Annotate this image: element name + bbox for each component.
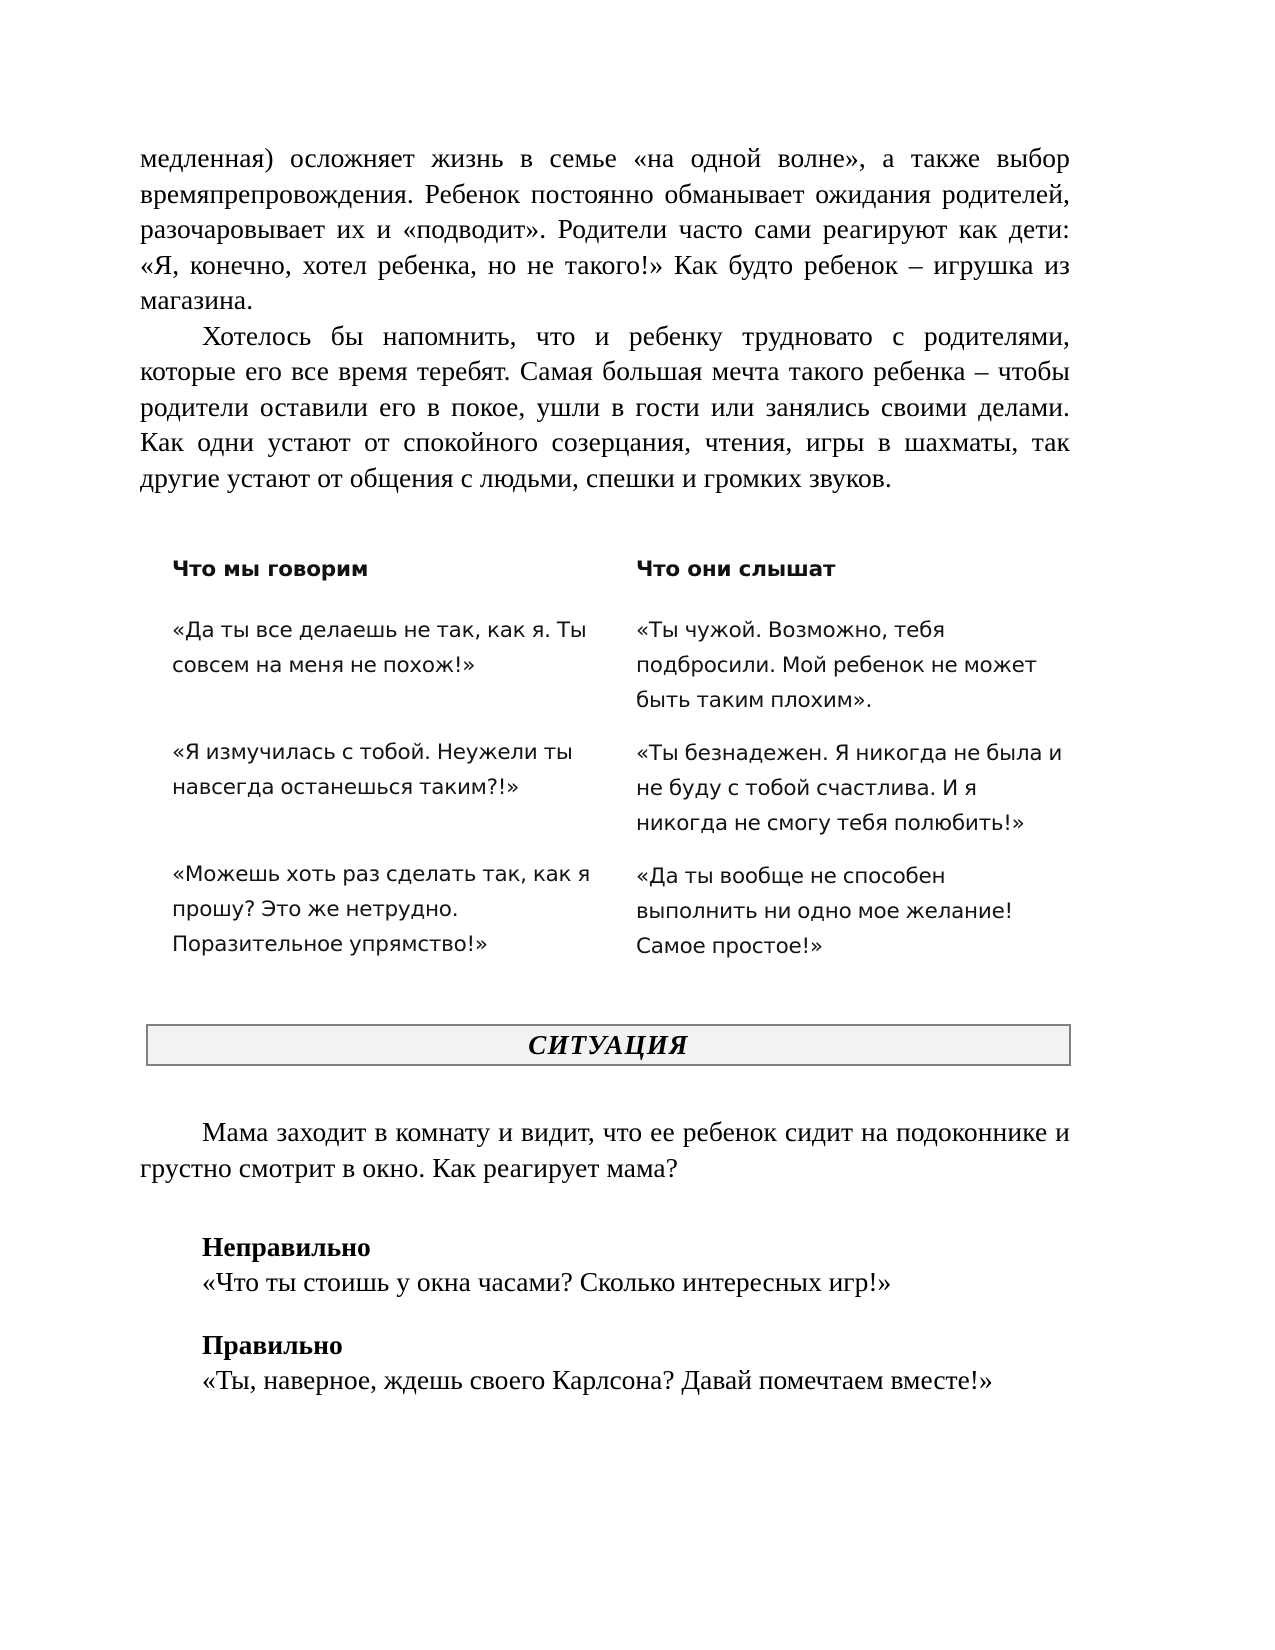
right-example-text: «Ты, наверное, ждешь своего Карлсона? Давай помечтаем вместе!»: [202, 1364, 993, 1395]
quote-item: «Да ты вообще не способен выполнить ни одно мое желание! Самое простое!»: [636, 864, 1013, 959]
quote-comparison-table: [140, 557, 1070, 964]
quote-column-what-we-say: [172, 557, 604, 964]
quote-item: «Ты безнадежен. Я никогда не была и не буду с тобой счастлива. И я никогда не смогу тебя полюбить!»: [636, 741, 1063, 836]
wrong-heading: Неправильно: [202, 1231, 371, 1262]
quote-column-header: Что мы говорим: [172, 557, 369, 582]
page-content: [140, 140, 1070, 1397]
quote-item: «Можешь хоть раз сделать так, как я прошу? Это же нетрудно. Поразительное упрямство!»: [172, 862, 591, 957]
situation-banner-label: СИТУАЦИЯ: [528, 1029, 689, 1060]
situation-description: Мама заходит в комнату и видит, что ее ребенок сидит на подоконнике и грустно смотрит в окно. Как реагирует мама?: [140, 1116, 1070, 1183]
situation-banner: [146, 1024, 1071, 1066]
quote-item: «Ты чужой. Возможно, тебя подбросили. Мой ребенок не может быть таким плохим».: [636, 618, 1037, 713]
right-heading: Правильно: [202, 1329, 343, 1360]
wrong-example-text: «Что ты стоишь у окна часами? Сколько интересных игр!»: [202, 1266, 892, 1297]
quote-item: «Я измучилась с тобой. Неужели ты навсегда останешься таким?!»: [172, 740, 573, 800]
paragraph-continued: медленная) осложняет жизнь в семье «на одной волне», а также выбор времяпрепровождения. Ребенок постоянно обманывает ожидания родителей, разочаровывает их и «подводит». Родители часто сами реагируют как дети: «Я, конечно, хотел ребенка, но не такого!» Как будто ребенок – игрушка из магазина.: [140, 142, 1070, 315]
quote-item: «Да ты все делаешь не так, как я. Ты совсем на меня не похож!»: [172, 618, 587, 678]
paragraph-reminder: Хотелось бы напомнить, что и ребенку трудновато с родителями, которые его все время теребят. Самая большая мечта такого ребенка – чтобы родители оставили его в покое, ушли в гости или занялись своими делами. Как одни устают от спокойного созерцания, чтения, игры в шахматы, так другие устают от общения с людьми, спешки и громких звуков.: [140, 319, 1070, 493]
quote-column-what-they-hear: [604, 557, 1070, 964]
quote-column-header: Что они слышат: [636, 557, 836, 582]
situation-section: [140, 1114, 1070, 1397]
